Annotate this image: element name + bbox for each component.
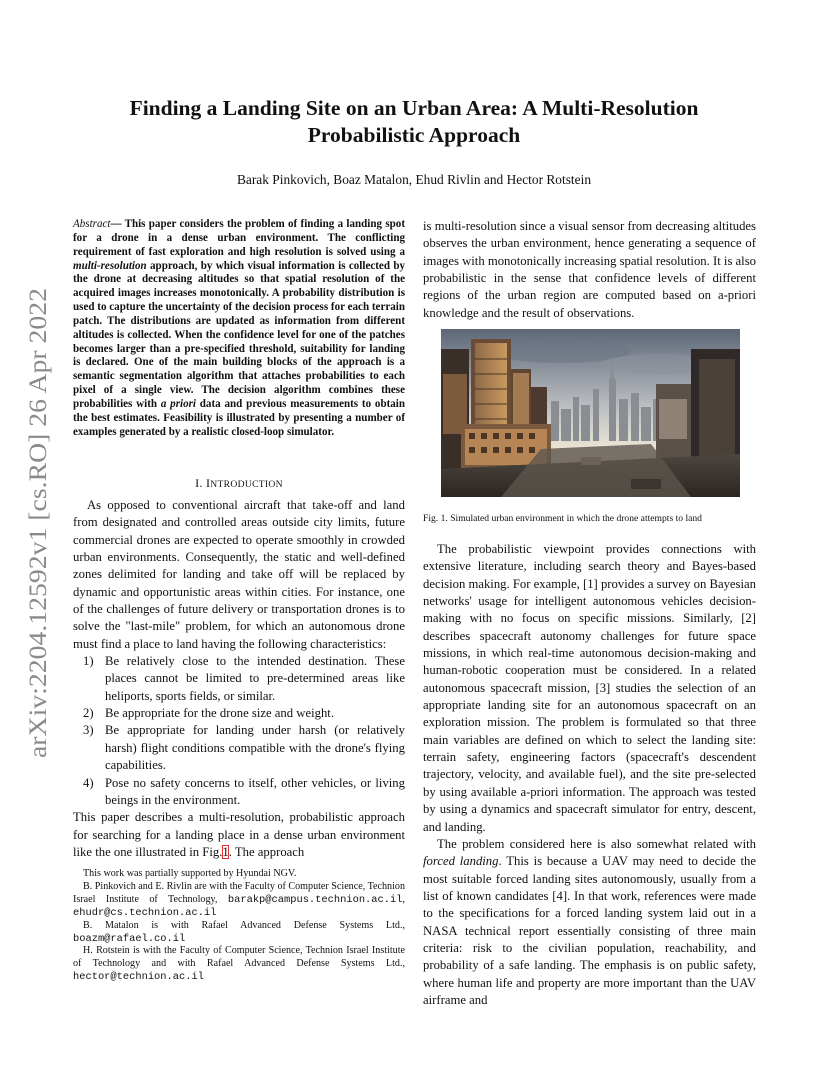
footnote-affiliation-3-text: H. Rotstein is with the Faculty of Computer Science, Technion Israel Institute of Technology and with Rafael Advanced Defense Systems Ltd., — [73, 945, 405, 970]
list-item — [73, 722, 405, 774]
figure-urban-simulation — [441, 329, 740, 497]
list-item-number: 4) — [83, 775, 94, 790]
footnote-affiliation-2 — [73, 920, 405, 946]
list-item-number: 2) — [83, 706, 94, 721]
footnote-affiliation-3 — [73, 945, 405, 984]
footnote-affiliation-2-text: B. Matalon is with Rafael Advanced Defense Systems Ltd., — [83, 919, 405, 931]
section-title-rest: NTRODUCTION — [210, 479, 283, 490]
paper-title — [60, 95, 768, 149]
requirements-list — [73, 653, 405, 809]
list-item — [73, 705, 405, 722]
abstract-text-b: approach, by which visual information is collected by the drone at decreasing altitudes so that spatial resolution of the acquired images increases monotonically. A probability distribution is used to capture the uncertainty of the decision process for each terrain patch. The distributions are updated as information from different altitudes is collected. When the confidence level for one of the patches becomes larger than a pre-specified threshold, suitability for landing is declared. One of the main building blocks of the approach is a semantic segmentation algorithm that attaches probabilities to each pixel of a single view. The decision algorithm combines these probabilities with — [73, 259, 405, 410]
author-list: Barak Pinkovich, Boaz Matalon, Ehud Rivlin and Hector Rotstein — [236, 172, 592, 187]
right-column-top — [423, 218, 756, 322]
email-link[interactable]: hector@technion.ac.il — [73, 971, 204, 984]
abstract — [73, 218, 405, 440]
footnote-affiliation-1 — [73, 881, 405, 920]
arxiv-id-text: arXiv:2204.12592v1 [cs.RO] 26 Apr 2022 — [25, 334, 52, 758]
list-item-number: 3) — [83, 723, 94, 738]
right-column-body — [423, 541, 756, 1009]
intro-paragraph-1: As opposed to conventional aircraft that take-off and land from designated and controlled areas outside city limits, future commercial drones are expected to operate smoothly in crowded urban environments. Consequently, the static and well-defined zones delimited for landing and take off will be replaced by dynamic and opportunistic areas within cities. For instance, one of the challenges of future delivery or transportation drones is to solve the "last-mile" problem, for which an autonomous drone must find a place to land having the following characteristics: — [73, 498, 405, 651]
approach-paragraph: is multi-resolution since a visual sensor from decreasing altitudes observes the urban environment, hence generating a sequence of images with monotonically increasing spatial resolution. It is also probabilistic in the sense that confidence levels of different regions of the urban region are computed based on a-priori knowledge and the result of observations. — [423, 219, 756, 320]
list-item-number: 1) — [83, 654, 94, 669]
intro-paragraph-2-end: . The approach — [228, 844, 305, 859]
forced-landing-text-a: The problem considered here is also somewhat related with — [437, 836, 756, 851]
email-link[interactable]: boazm@rafael.co.il — [73, 932, 186, 945]
section-heading-introduction — [73, 476, 405, 491]
list-item — [73, 653, 405, 705]
list-item-text: Be appropriate for landing under harsh (or relatively harsh) flight conditions compatible with the drone's flying capabilities. — [105, 723, 405, 773]
abstract-italic-1: multi-resolution — [73, 259, 147, 272]
list-item-text: Be appropriate for the drone size and weight. — [105, 706, 334, 721]
intro-paragraph-2-text: This paper describes a multi-resolution, probabilistic approach for searching for a landing place in a dense urban environment like the one illustrated in Fig. — [73, 810, 405, 859]
section-number: I. — [195, 476, 206, 490]
related-work-paragraph: The probabilistic viewpoint provides connections with extensive literature, including search theory and Bayes-based decision making. For example, [1] provides a survey on Bayesian networks' usage for intelligent autonomous vehicles decision-making with no focus on specific missions. Similarly, [2] describes spacecraft autonomy challenges for future space missions, in which real-time autonomous decision-making and human-robotic cooperation must be considered. In a related autonomous spacecraft mission, [3] studies the selection of an appropriate landing site for an autonomous spacecraft on an exploration mission. The problem is formulated so that three main variables are defined on which to select the landing site: terrain safety, engineering factors (spacecraft's descendent trajectory, velocity, and available fuel), and the site pre-selected by using available a-priori information. The approach was tested by using a dynamics and spacecraft simulator for entry, descent, and landing. — [423, 542, 756, 834]
list-item-text: Pose no safety concerns to itself, other vehicles, or living beings in the environment. — [105, 775, 405, 807]
abstract-text-a: — This paper considers the problem of finding a landing spot for a drone in a dense urban environment. The conflicting requirement of fast exploration and high resolution is solved using a — [73, 218, 405, 258]
footnote-funding: This work was partially supported by Hyundai NGV. — [83, 868, 297, 879]
list-item-text: Be relatively close to the intended destination. These places cannot be limited to pre-determined areas like heliports, sports fields, or similar. — [105, 654, 405, 703]
arxiv-side-label — [20, 288, 52, 758]
footnote-separator: , — [402, 893, 405, 905]
footnote-affiliation-1-text: B. Pinkovich and E. Rivlin are with the Faculty of Computer Science, Technion Israel Institute of Technology, — [73, 880, 405, 905]
abstract-italic-2: a priori — [160, 397, 196, 410]
left-column-body — [73, 497, 405, 861]
figure-caption: Fig. 1. Simulated urban environment in which the drone attempts to land — [423, 513, 702, 524]
forced-landing-text-b: . This is because a UAV may need to decide the most suitable forced landing sites autonomously, usually from a list of known candidates [4]. In that work, references were made to the specifications for a forced landing system laid out in a NASA technical report essentially consisting of three main criteria: risk to the civilian population, reachability, and probability of a safe landing. The emphasis is on public safety, where human life and property are more important than the UAV airframe and — [423, 854, 756, 1007]
city-image — [441, 329, 740, 497]
email-link[interactable]: barakp@campus.technion.ac.il — [227, 893, 403, 906]
list-item — [73, 775, 405, 810]
forced-landing-italic: forced landing — [423, 854, 499, 869]
footnotes — [73, 868, 405, 984]
title-line-1: Finding a Landing Site on an Urban Area: A Multi-Resolution — [129, 96, 699, 120]
abstract-text-c: data and previous measurements to obtain the best estimates. Feasibility is illustrated by presenting a number of examples generated by a realistic closed-loop simulator. — [73, 397, 406, 438]
abstract-label: Abstract — [73, 218, 111, 230]
figure-1-link[interactable]: 1 — [222, 844, 229, 859]
section-title-initial: I — [206, 476, 211, 490]
forced-landing-paragraph — [423, 836, 756, 1009]
intro-paragraph-2 — [73, 809, 405, 861]
title-line-2: Probabilistic Approach — [307, 123, 521, 147]
email-link[interactable]: ehudr@cs.technion.ac.il — [73, 906, 217, 919]
